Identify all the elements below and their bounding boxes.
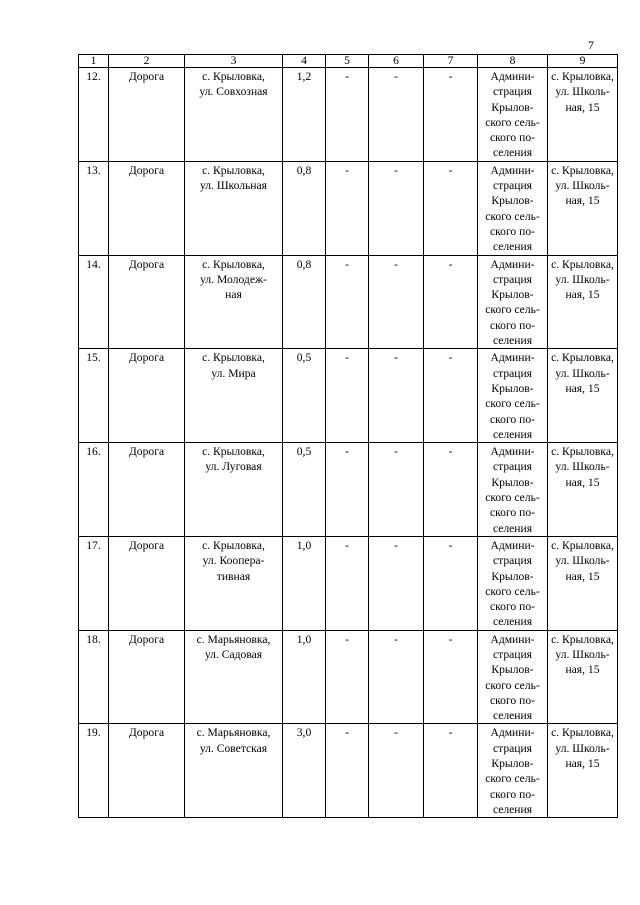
owner-line: Крылов-: [491, 475, 534, 489]
owner-line: Крылов-: [491, 381, 534, 395]
row-number: 17.: [79, 536, 109, 630]
owner-address-line: с. Крыловка,: [551, 538, 614, 552]
location-line: ул. Луговая: [205, 460, 262, 474]
owner-line: Админи-: [490, 726, 535, 740]
owner-address: [548, 443, 618, 537]
location-line: с. Крыловка,: [202, 445, 265, 459]
column-5-value: -: [326, 349, 369, 443]
owner: [478, 255, 548, 349]
owner-line: селения: [492, 709, 533, 723]
column-header: 2: [109, 55, 185, 68]
location-line: ная: [225, 288, 242, 302]
owner-address-line: ул. Школь-: [555, 460, 610, 474]
owner-address-line: ная, 15: [565, 288, 600, 302]
length-value: 0,5: [283, 443, 326, 537]
owner-line: селения: [492, 240, 533, 254]
location-line: ул. Мира: [211, 366, 256, 380]
owner-line: селения: [492, 615, 533, 629]
owner-address: [548, 536, 618, 630]
owner-line: ского по-: [489, 224, 535, 238]
owner-line: Крылов-: [491, 663, 534, 677]
length-value: 1,0: [283, 630, 326, 724]
table-row: [79, 536, 618, 630]
row-number: 16.: [79, 443, 109, 537]
owner-line: Крылов-: [491, 569, 534, 583]
location-line: с. Марьяновка,: [196, 726, 271, 740]
owner-line: ского сель-: [485, 209, 540, 223]
table-row: [79, 630, 618, 724]
column-5-value: -: [326, 443, 369, 537]
location-line: тивная: [216, 569, 251, 583]
owner-address-line: ная, 15: [565, 381, 600, 395]
location-line: с. Крыловка,: [202, 70, 265, 83]
column-7-value: -: [424, 443, 478, 537]
location-line: ул. Советская: [199, 741, 268, 755]
row-number: 18.: [79, 630, 109, 724]
owner-address-line: с. Крыловка,: [551, 351, 614, 365]
location-line: ул. Молодеж-: [200, 272, 267, 286]
owner-line: ского по-: [489, 318, 535, 332]
owner-address-line: ная, 15: [565, 194, 600, 208]
length-value: 3,0: [283, 724, 326, 818]
location-line: ул. Школьная: [199, 179, 267, 193]
length-value: 1,0: [283, 536, 326, 630]
owner-line: Админи-: [490, 257, 535, 271]
location: [185, 349, 283, 443]
location: [185, 255, 283, 349]
owner-address: [548, 161, 618, 255]
owner-line: селения: [492, 146, 533, 160]
column-header: 7: [424, 55, 478, 68]
row-number: 12.: [79, 68, 109, 162]
location-line: ул. Коопера-: [202, 554, 265, 568]
owner-line: Админи-: [490, 538, 535, 552]
location: [185, 536, 283, 630]
owner-line: Админи-: [490, 445, 535, 459]
owner-address-line: с. Крыловка,: [551, 632, 614, 646]
table-row: [79, 161, 618, 255]
owner-address-line: с. Крыловка,: [551, 163, 614, 177]
owner-address-line: ная, 15: [565, 663, 600, 677]
object-name: Дорога: [109, 161, 185, 255]
owner-address-line: ная, 15: [565, 100, 600, 114]
owner-address-line: с. Крыловка,: [551, 70, 614, 83]
column-5-value: -: [326, 68, 369, 162]
length-value: 0,8: [283, 161, 326, 255]
owner-line: ского по-: [489, 131, 535, 145]
location: [185, 68, 283, 162]
location: [185, 630, 283, 724]
owner-address: [548, 255, 618, 349]
owner-line: ского по-: [489, 506, 535, 520]
owner-address-line: ная, 15: [565, 569, 600, 583]
column-6-value: -: [369, 536, 424, 630]
row-number: 19.: [79, 724, 109, 818]
owner-line: страция: [492, 460, 533, 474]
owner-line: ского по-: [489, 787, 535, 801]
owner-line: Крылов-: [491, 100, 534, 114]
owner-line: ского сель-: [485, 772, 540, 786]
column-6-value: -: [369, 349, 424, 443]
object-name: Дорога: [109, 443, 185, 537]
owner-address-line: ул. Школь-: [555, 179, 610, 193]
column-6-value: -: [369, 255, 424, 349]
owner-line: Админи-: [490, 70, 535, 83]
owner-address: [548, 68, 618, 162]
owner-address-line: ул. Школь-: [555, 741, 610, 755]
column-6-value: -: [369, 443, 424, 537]
owner-line: страция: [492, 741, 533, 755]
owner-line: селения: [492, 521, 533, 535]
owner-address-line: ная, 15: [565, 757, 600, 771]
owner-address-line: с. Крыловка,: [551, 726, 614, 740]
object-name: Дорога: [109, 724, 185, 818]
owner-line: ского сель-: [485, 115, 540, 129]
owner-line: Крылов-: [491, 757, 534, 771]
owner: [478, 724, 548, 818]
owner-line: Админи-: [490, 632, 535, 646]
owner-line: селения: [492, 802, 533, 816]
owner-line: селения: [492, 334, 533, 348]
object-name: Дорога: [109, 630, 185, 724]
owner-line: ского сель-: [485, 584, 540, 598]
owner: [478, 536, 548, 630]
column-5-value: -: [326, 536, 369, 630]
column-5-value: -: [326, 255, 369, 349]
owner-address-line: с. Крыловка,: [551, 445, 614, 459]
location: [185, 161, 283, 255]
owner-address: [548, 724, 618, 818]
location-line: с. Крыловка,: [202, 257, 265, 271]
location: [185, 443, 283, 537]
owner-line: ского по-: [489, 412, 535, 426]
object-name: Дорога: [109, 68, 185, 162]
column-7-value: -: [424, 161, 478, 255]
owner: [478, 630, 548, 724]
column-header: 3: [185, 55, 283, 68]
owner-line: ского по-: [489, 693, 535, 707]
owner: [478, 349, 548, 443]
owner-address-line: ная, 15: [565, 475, 600, 489]
owner-line: страция: [492, 272, 533, 286]
table-row: [79, 349, 618, 443]
location-line: с. Крыловка,: [202, 538, 265, 552]
page-number: 7: [588, 38, 594, 52]
header-row: [79, 55, 618, 68]
owner-address-line: с. Крыловка,: [551, 257, 614, 271]
location: [185, 724, 283, 818]
location-line: ул. Совхозная: [199, 85, 268, 99]
column-7-value: -: [424, 255, 478, 349]
column-header: 9: [548, 55, 618, 68]
owner-line: страция: [492, 554, 533, 568]
owner-line: ского сель-: [485, 303, 540, 317]
column-7-value: -: [424, 630, 478, 724]
location-line: с. Марьяновка,: [196, 632, 271, 646]
column-5-value: -: [326, 724, 369, 818]
owner-address: [548, 630, 618, 724]
column-header: 6: [369, 55, 424, 68]
row-number: 14.: [79, 255, 109, 349]
column-6-value: -: [369, 68, 424, 162]
owner-line: страция: [492, 85, 533, 99]
table-header: [79, 55, 618, 68]
location-line: с. Крыловка,: [202, 351, 265, 365]
owner: [478, 68, 548, 162]
road-registry-table: [78, 54, 618, 818]
column-header: 5: [326, 55, 369, 68]
owner-address-line: ул. Школь-: [555, 554, 610, 568]
owner-line: Админи-: [490, 351, 535, 365]
column-header: 8: [478, 55, 548, 68]
owner-line: страция: [492, 366, 533, 380]
table-row: [79, 68, 618, 162]
table-body: [79, 68, 618, 818]
owner-line: ского сель-: [485, 397, 540, 411]
column-7-value: -: [424, 68, 478, 162]
owner-line: селения: [492, 427, 533, 441]
table-row: [79, 724, 618, 818]
owner-address-line: ул. Школь-: [555, 366, 610, 380]
owner-address-line: ул. Школь-: [555, 272, 610, 286]
column-5-value: -: [326, 630, 369, 724]
owner-address: [548, 349, 618, 443]
length-value: 0,5: [283, 349, 326, 443]
column-header: 4: [283, 55, 326, 68]
owner-address-line: ул. Школь-: [555, 647, 610, 661]
owner-line: Крылов-: [491, 194, 534, 208]
owner-line: Админи-: [490, 163, 535, 177]
location-line: ул. Садовая: [204, 647, 263, 661]
column-7-value: -: [424, 724, 478, 818]
column-6-value: -: [369, 161, 424, 255]
column-5-value: -: [326, 161, 369, 255]
owner-line: ского сель-: [485, 491, 540, 505]
column-7-value: -: [424, 536, 478, 630]
owner-line: страция: [492, 647, 533, 661]
location-line: с. Крыловка,: [202, 163, 265, 177]
owner: [478, 161, 548, 255]
owner: [478, 443, 548, 537]
object-name: Дорога: [109, 255, 185, 349]
column-7-value: -: [424, 349, 478, 443]
column-6-value: -: [369, 724, 424, 818]
length-value: 1,2: [283, 68, 326, 162]
owner-line: страция: [492, 179, 533, 193]
object-name: Дорога: [109, 349, 185, 443]
column-6-value: -: [369, 630, 424, 724]
owner-address-line: ул. Школь-: [555, 85, 610, 99]
owner-line: Крылов-: [491, 288, 534, 302]
length-value: 0,8: [283, 255, 326, 349]
object-name: Дорога: [109, 536, 185, 630]
column-header: 1: [79, 55, 109, 68]
table-row: [79, 443, 618, 537]
table-row: [79, 255, 618, 349]
row-number: 13.: [79, 161, 109, 255]
owner-line: ского по-: [489, 600, 535, 614]
row-number: 15.: [79, 349, 109, 443]
owner-line: ского сель-: [485, 678, 540, 692]
